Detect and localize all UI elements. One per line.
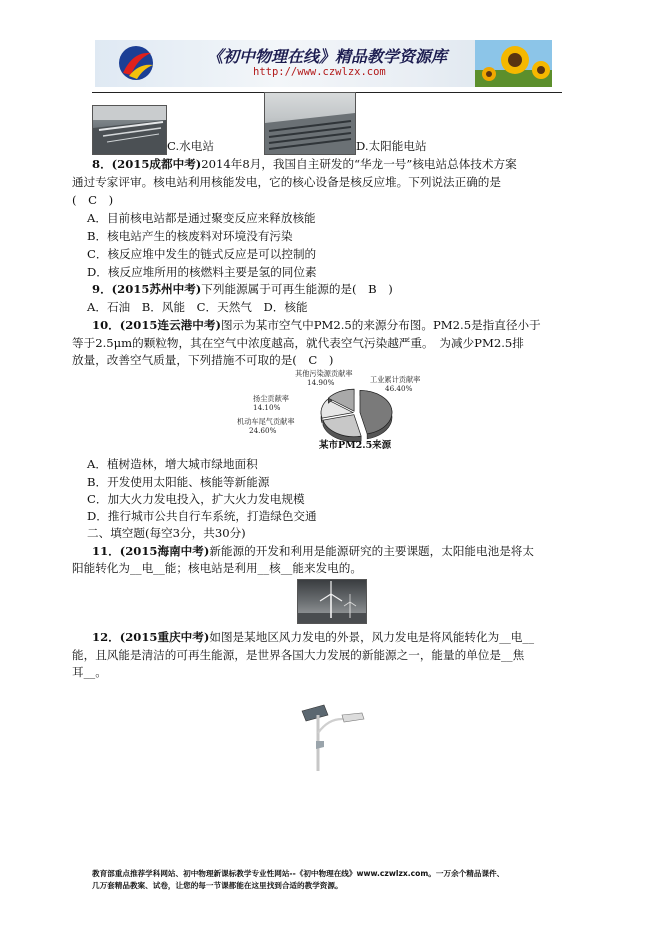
pm25-pie-chart	[237, 367, 437, 457]
q11-line2	[72, 560, 362, 577]
q12-line2	[72, 647, 524, 664]
q8-answer: ( C )	[72, 193, 114, 207]
q8-option-a: A．目前核电站都是通过聚变反应来释放核能	[87, 211, 316, 225]
header-banner	[95, 40, 552, 87]
q12-stem-1: 如图是某地区风力发电的外景，风力发电是将风能转化为	[209, 630, 500, 644]
option-d-image-label: D.太阳能电站	[356, 139, 427, 153]
q10-option-a: A．植树造林，增大城市绿地面积	[87, 457, 258, 471]
sunflower-icon	[475, 40, 552, 87]
q8-stem-2: 通过专家评审。核电站利用核能发电，它的核心设备是核反应堆。下列说法正确的是	[72, 175, 501, 189]
q11-source: 11．(2015海南中考)	[92, 544, 210, 558]
q12-source: 12．(2015重庆中考)	[92, 630, 210, 644]
q10-option-d: D．推行城市公共自行车系统，打造绿色交通	[87, 509, 317, 523]
q10-option-b: B．开发使用太阳能、核能等新能源	[87, 475, 270, 489]
q8-stem-1: 2014年8月，我国自主研发的“华龙一号”核电站总体技术方案	[201, 157, 517, 171]
q12-blank-2a: __焦	[500, 648, 525, 662]
q8-source: 8．(2015成都中考)	[92, 157, 202, 171]
q12-stem-3: 。	[95, 665, 107, 679]
q9-stem: 下列能源属于可再生能源的是( B )	[201, 282, 393, 296]
wind-farm-image	[297, 579, 367, 624]
q12-line3	[72, 664, 107, 681]
q10-source: 10．(2015连云港中考)	[92, 318, 221, 332]
wind-turbine-icon	[298, 580, 366, 623]
q12-blank-2b: 耳__	[72, 665, 96, 679]
q8-option-b: B．核电站产生的核废料对环境没有污染	[87, 229, 293, 243]
solar-street-lamp-image	[298, 703, 368, 773]
slice-value-vehicle: 24.60%	[249, 426, 277, 435]
slice-value-other: 14.90%	[307, 378, 335, 387]
pie-chart-title: 某市PM2.5来源	[319, 440, 392, 451]
q10-stem-3: 放量，改善空气质量，下列措施不可取的是( C )	[72, 353, 334, 367]
dam-icon	[93, 106, 166, 154]
slice-label-vehicle: 机动车尾气贡献率	[237, 417, 295, 426]
q12-line1	[92, 629, 534, 646]
q11-blank-1: __电__	[129, 561, 165, 575]
hydro-station-image	[92, 105, 167, 155]
q12-stem-2: 能，且风能是清洁的可再生能源，是世界各国大力发展的新能源之一，能量的单位是	[72, 648, 501, 662]
footer-line-2: 几万套精品教案、试卷，让您的每一节课都能在这里找到合适的教学资源。	[92, 881, 343, 890]
solar-station-image	[264, 92, 356, 155]
q12-blank-1: __电__	[499, 630, 534, 644]
slice-label-dust: 扬尘贡献率	[253, 394, 289, 403]
solar-panel-icon	[265, 93, 355, 154]
q10-line1	[92, 317, 541, 334]
q11-stem-2b: 能；核电站是利用	[164, 561, 258, 575]
q8-option-d: D．核反应堆所用的核燃料主要是氢的同位素	[87, 265, 317, 279]
q9-source: 9．(2015苏州中考)	[92, 282, 202, 296]
slice-label-industry: 工业累计贡献率	[370, 375, 421, 384]
option-c-image-label: C.水电站	[167, 139, 214, 153]
q10-option-c: C．加大火力发电投入，扩大火力发电规模	[87, 492, 305, 506]
q11-line1	[92, 543, 534, 560]
q11-blank-2: __核__	[257, 561, 293, 575]
slice-label-other: 其他污染源贡献率	[295, 369, 353, 378]
slice-value-dust: 14.10%	[253, 403, 281, 412]
q10-stem-2: 等于2.5μm的颗粒物，其在空气中浓度越高，就代表空气污染越严重。 为减少PM2.5排	[72, 336, 524, 350]
slice-value-industry: 46.40%	[385, 384, 413, 393]
banner-url: http://www.czwlzx.com	[253, 66, 386, 78]
q10-stem-1: 图示为某市空气中PM2.5的来源分布图。PM2.5是指直径小于	[220, 318, 541, 332]
site-logo-icon	[115, 43, 157, 83]
q11-stem-1: 新能源的开发和利用是能源研究的主要课题，太阳能电池是将太	[209, 544, 534, 558]
q9-line1	[92, 281, 393, 298]
street-lamp-icon	[298, 703, 368, 773]
q9-options: A．石油 B．风能 C．天然气 D．核能	[87, 300, 308, 314]
banner-title: 《初中物理在线》精品教学资源库	[207, 47, 448, 66]
footer-line-1: 教育部重点推荐学科网站、初中物理新课标教学专业性网站--《初中物理在线》www.czwlzx.com。一万余个精品课件、	[92, 869, 505, 878]
q11-stem-2a: 阳能转化为	[72, 561, 130, 575]
q11-stem-2c: 能来发电的。	[292, 561, 362, 575]
q8-line1	[92, 156, 517, 173]
section-2-heading: 二、填空题(每空3分，共30分)	[87, 526, 246, 540]
q8-option-c: C．核反应堆中发生的链式反应是可以控制的	[87, 247, 317, 261]
